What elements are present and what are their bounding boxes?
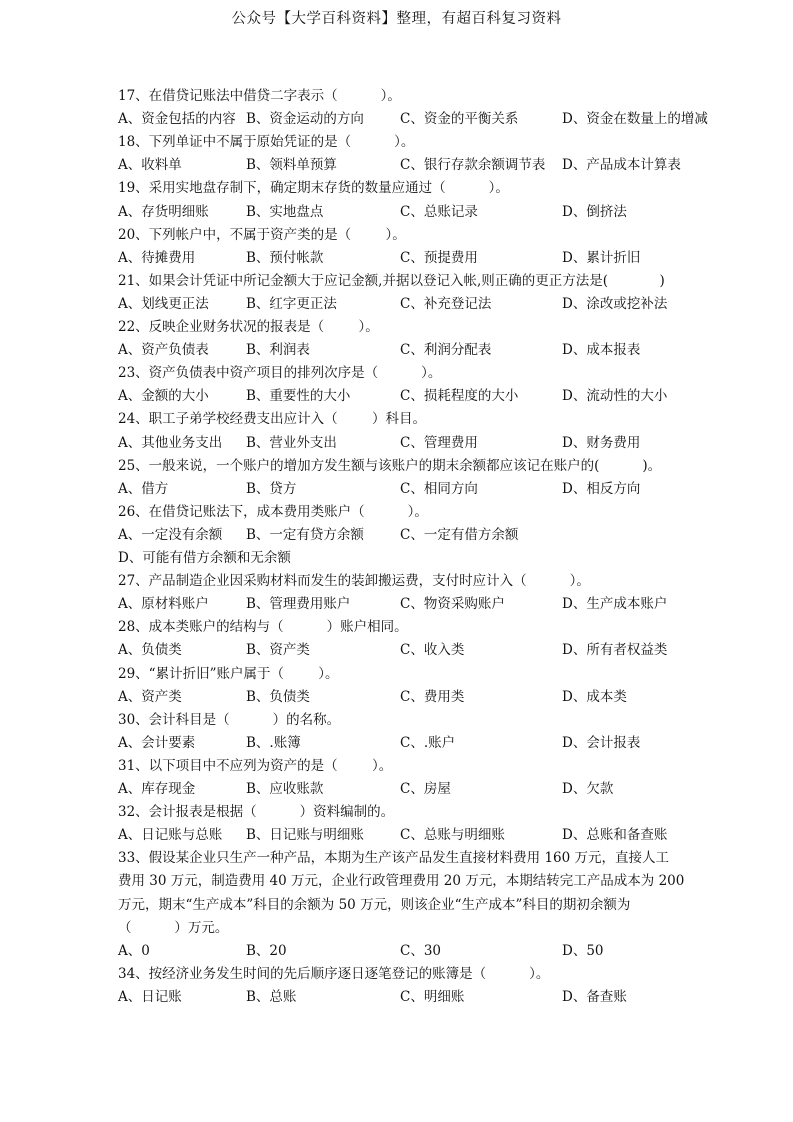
option-b: B、预付帐款 <box>246 249 324 266</box>
option-a: A、存货明细账 <box>118 203 209 220</box>
option-a: A、其他业务支出 <box>118 434 223 451</box>
option-a: A、资产负债表 <box>118 342 209 359</box>
option-a: A、资金包括的内容 <box>118 111 236 128</box>
option-c: C、总账记录 <box>400 203 478 220</box>
option-a: A、收料单 <box>118 157 182 174</box>
option-d: D、财务费用 <box>562 434 641 451</box>
question-text: 23、资产负债表中资产项目的排列次序是（ ）。 <box>118 365 442 382</box>
question-text: 30、会计科目是（ ）的名称。 <box>118 711 341 728</box>
option-a: A、0 <box>118 942 150 959</box>
option-d: D、会计报表 <box>562 734 641 751</box>
option-b: B、实地盘点 <box>246 203 324 220</box>
question-text: 万元，期末“生产成本”科目的余额为 50 万元，则该企业“生产成本”科目的期初余额为 <box>118 896 631 913</box>
options-row <box>0 687 793 707</box>
question-text: 26、在借贷记账法下，成本费用类账户（ ）。 <box>118 503 428 520</box>
question-text: （ ）万元。 <box>118 919 229 936</box>
option-d: D、50 <box>562 942 604 959</box>
option-b: B、20 <box>246 942 287 959</box>
option-b: B、领料单预算 <box>246 157 337 174</box>
option-d: D、涂改或挖补法 <box>562 295 668 312</box>
page-header: 公众号【大学百科资料】整理，有超百科复习资料 <box>231 11 562 27</box>
option-d: D、倒挤法 <box>562 203 627 220</box>
option-c: C、利润分配表 <box>400 342 492 359</box>
option-d: D、成本类 <box>562 688 627 705</box>
option-c: C、管理费用 <box>400 434 478 451</box>
option-a: A、待摊费用 <box>118 249 196 266</box>
option-b: B、日记账与明细账 <box>246 827 364 844</box>
option-b: B、.账簿 <box>246 734 301 751</box>
option-a: A、库存现金 <box>118 781 196 797</box>
options-row <box>0 248 793 268</box>
option-d: D、相反方向 <box>562 480 641 497</box>
option-d: D、所有者权益类 <box>562 642 668 659</box>
option-b: B、资金运动的方向 <box>246 111 364 128</box>
options-row <box>0 825 793 845</box>
question-text: 32、会计报表是根据（ ）资料编制的。 <box>118 804 395 821</box>
option-d: D、生产成本账户 <box>562 596 668 613</box>
option-c: C、银行存款余额调节表 <box>400 157 546 174</box>
option-b: B、重要性的大小 <box>246 388 351 405</box>
option-b: B、一定有贷方余额 <box>246 526 364 543</box>
option-a: A、划线更正法 <box>118 295 209 312</box>
question-text: 28、成本类账户的结构与（ ）账户相同。 <box>118 619 408 636</box>
option-c: C、收入类 <box>400 642 465 659</box>
question-text: 19、采用实地盘存制下，确定期末存货的数量应通过（ ）。 <box>118 180 509 197</box>
option-a: A、原材料账户 <box>118 596 209 613</box>
options-row <box>0 340 793 360</box>
option-c: C、费用类 <box>400 688 465 705</box>
options-row <box>0 733 793 753</box>
option-b: B、管理费用账户 <box>246 596 351 613</box>
option-b: B、负债类 <box>246 688 310 705</box>
options-row <box>0 594 793 614</box>
option-b: B、营业外支出 <box>246 434 337 451</box>
question-text: 20、下列帐户中，不属于资产类的是（ ）。 <box>118 226 406 243</box>
option-b: B、利润表 <box>246 342 310 359</box>
question-text: D、可能有借方余额和无余额 <box>118 550 291 566</box>
option-a: A、负债类 <box>118 642 182 659</box>
options-row <box>0 433 793 453</box>
option-c: C、损耗程度的大小 <box>400 388 519 405</box>
option-a: A、日记账 <box>118 988 182 1005</box>
options-row <box>0 294 793 314</box>
option-d: D、累计折旧 <box>562 249 641 266</box>
question-text: 费用 30 万元，制造费用 40 万元，企业行政管理费用 20 万元，本期结转完工产品成本为 200 <box>118 873 685 890</box>
option-c: C、总账与明细账 <box>400 827 505 844</box>
option-b: B、贷方 <box>246 480 297 497</box>
option-c: C、相同方向 <box>400 480 478 497</box>
options-row <box>0 109 793 129</box>
question-text: 27、产品制造企业因采购材料而发生的装卸搬运费，支付时应计入（ ）。 <box>118 573 590 590</box>
question-text: 25、一般来说，一个账户的增加方发生额与该账户的期末余额都应该记在账户的( )。 <box>118 457 662 474</box>
question-text: 17、在借贷记账法中借贷二字表示（ ）。 <box>118 88 401 104</box>
option-c: C、补充登记法 <box>400 295 492 312</box>
option-c: C、30 <box>400 942 442 959</box>
options-row <box>0 479 793 499</box>
option-d: D、资金在数量上的增减 <box>562 111 708 128</box>
option-a: A、一定没有余额 <box>118 526 223 543</box>
option-b: B、总账 <box>246 988 297 1005</box>
option-c: C、资金的平衡关系 <box>400 111 519 128</box>
option-a: A、借方 <box>118 480 169 497</box>
option-d: D、流动性的大小 <box>562 388 668 405</box>
option-a: A、日记账与总账 <box>118 827 223 844</box>
question-text: 21、如果会计凭证中所记金额大于应记金额,并据以登记入帐,则正确的更正方法是( ) <box>118 272 665 289</box>
options-row <box>0 202 793 222</box>
option-c: C、一定有借方余额 <box>400 526 519 543</box>
option-c: C、预提费用 <box>400 249 478 266</box>
question-text: 22、反映企业财务状况的报表是（ ）。 <box>118 319 379 335</box>
option-a: A、金额的大小 <box>118 388 209 405</box>
option-b: B、红字更正法 <box>246 295 337 312</box>
option-a: A、资产类 <box>118 688 182 705</box>
option-d: D、备查账 <box>562 988 627 1005</box>
option-d: D、欠款 <box>562 781 614 797</box>
question-text: 33、假设某企业只生产一种产品，本期为生产该产品发生直接材料费用 160 万元，直接人工 <box>118 850 670 867</box>
question-text: 18、下列单证中不属于原始凭证的是（ ）。 <box>118 134 415 151</box>
option-d: D、成本报表 <box>562 342 641 359</box>
option-c: C、.账户 <box>400 734 456 751</box>
option-d: D、产品成本计算表 <box>562 157 681 174</box>
options-row <box>0 386 793 406</box>
options-row <box>0 640 793 660</box>
options-row <box>0 525 793 545</box>
options-row <box>0 941 793 961</box>
question-text: 24、职工子弟学校经费支出应计入（ ）科目。 <box>118 411 427 428</box>
option-b: B、资产类 <box>246 642 310 659</box>
question-text: 34、按经济业务发生时间的先后顺序逐日逐笔登记的账簿是（ ）。 <box>118 965 550 982</box>
options-row <box>0 155 793 175</box>
option-d: D、总账和备查账 <box>562 827 668 844</box>
option-c: C、物资采购账户 <box>400 596 505 613</box>
option-a: A、会计要素 <box>118 734 196 751</box>
options-row <box>0 987 793 1007</box>
question-text: 29、“累计折旧”账户属于（ ）。 <box>118 665 339 682</box>
question-text: 31、以下项目中不应列为资产的是（ ）。 <box>118 757 393 774</box>
option-c: C、房屋 <box>400 781 451 797</box>
option-c: C、明细账 <box>400 988 465 1005</box>
option-b: B、应收账款 <box>246 781 324 797</box>
options-row <box>0 779 793 799</box>
